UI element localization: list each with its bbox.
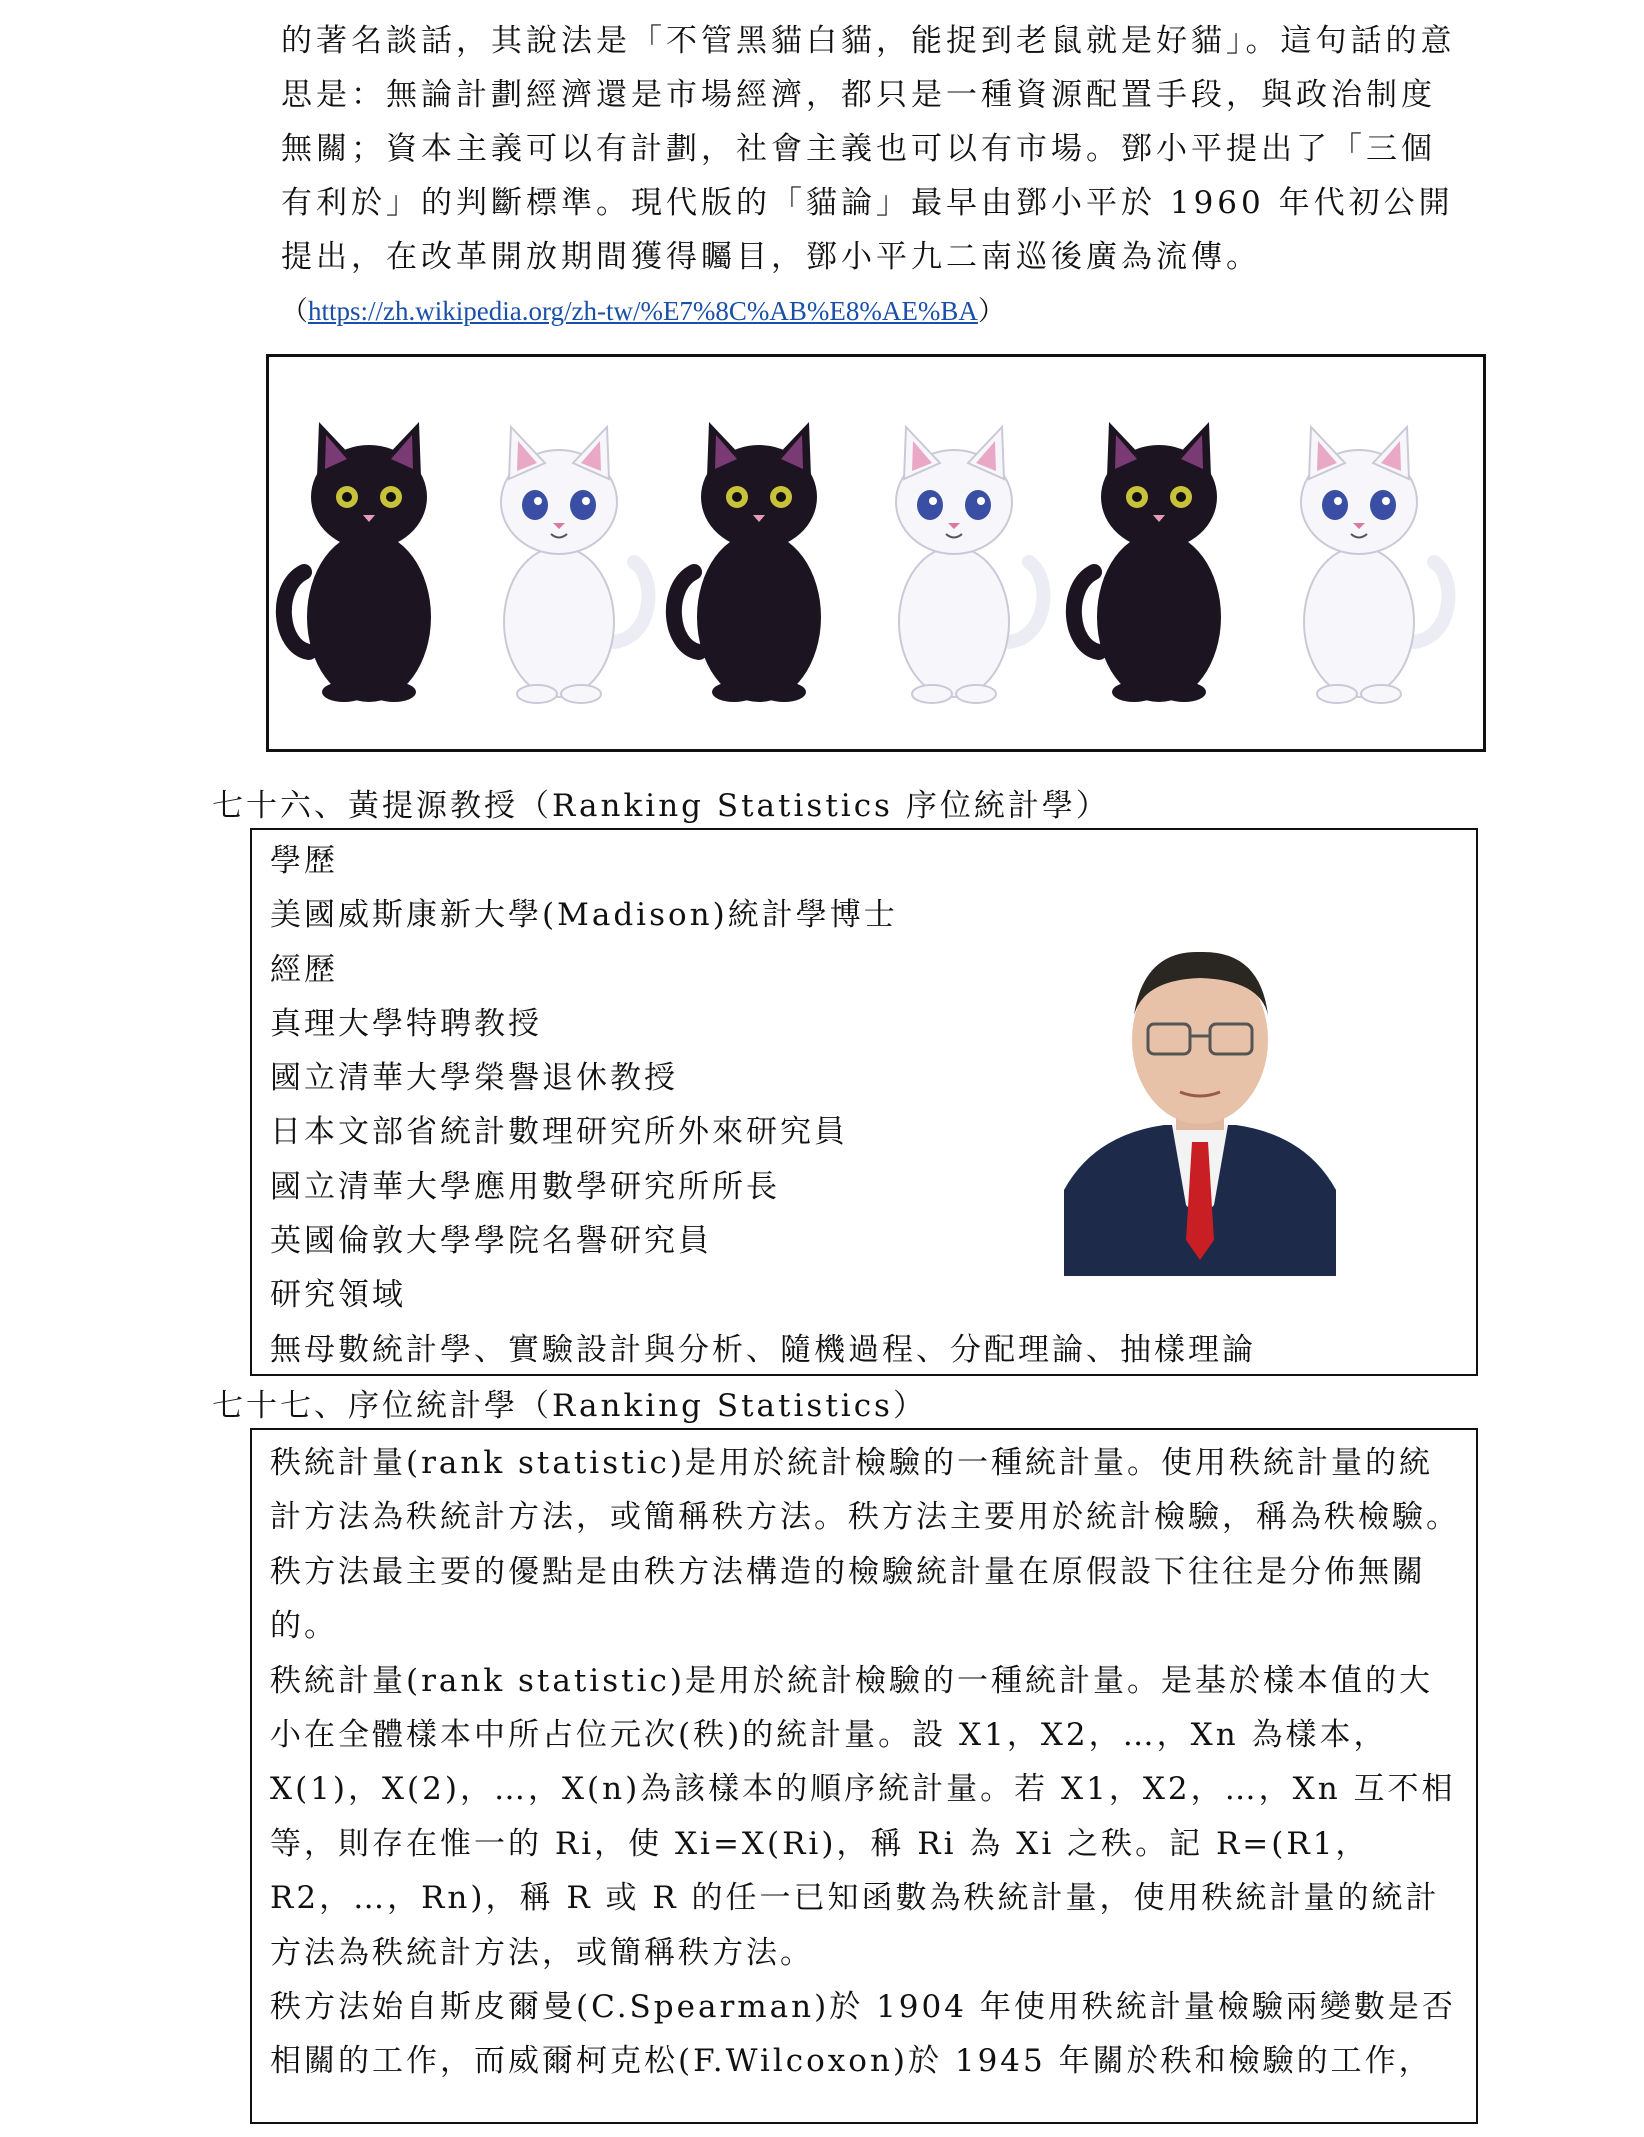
black-cat-icon [674, 422, 821, 702]
white-cat-icon [501, 427, 648, 703]
white-cat-icon [896, 427, 1043, 703]
rank-paragraph: 秩方法始自斯皮爾曼(C.Spearman)於 1904 年使用秩統計量檢驗兩變數是否相關的工作，而威爾柯克松(F.Wilcoxon)於 1945 年關於秩和檢驗的工作， [270, 1989, 1456, 2080]
section76-heading: 七十六、黃提源教授（Ranking Statistics 序位統計學） [212, 788, 1110, 824]
rank-paragraph: 秩統計量(rank statistic)是用於統計檢驗的一種統計量。使用秩統計量的統計方法為秩統計方法，或簡稱秩方法。秩方法主要用於統計檢驗，稱為秩檢驗。秩方法最主要的優點是由秩方法構造的檢驗統計量在原假設下往往是分佈無關的。 [270, 1445, 1460, 1645]
section77-heading: 七十七、序位統計學（Ranking Statistics） [212, 1388, 927, 1424]
black-cat-icon [284, 422, 431, 702]
white-cat-icon [1301, 427, 1448, 703]
intro-block [281, 14, 1461, 338]
source-close: ） [977, 296, 1005, 326]
bio-line: 美國威斯康新大學(Madison)統計學博士 [270, 897, 898, 934]
rank-text [270, 1436, 1460, 2089]
bio-line: 真理大學特聘教授 [270, 1005, 542, 1042]
bio-line: 無母數統計學、實驗設計與分析、隨機過程、分配理論、抽樣理論 [270, 1331, 1256, 1368]
rank-paragraph: 秩統計量(rank statistic)是用於統計檢驗的一種統計量。是基於樣本值的大小在全體樣本中所占位元次(秩)的統計量。設 X1，X2，…，Xn 為樣本，X(1)，X(2)，…，X(n)為該樣本的順序統計量。若 X1，X2，…，Xn 互不相等，則存在惟一的 Ri，使 Xi=X(Ri)，稱 Ri 為 Xi 之秩。記 R=(R1，R2，…，Rn)，稱 R 或 R 的任一已知函數為秩統計量，使用秩統計量的統計方法為秩統計方法，或簡稱秩方法。 [270, 1662, 1456, 1971]
bio-box [250, 828, 1478, 1376]
professor-portrait [1064, 920, 1336, 1276]
bio-line: 英國倫敦大學學院名譽研究員 [270, 1223, 712, 1260]
bio-line: 研究領域 [270, 1277, 406, 1314]
cats-artwork [269, 357, 1483, 749]
cats-illustration [266, 354, 1486, 752]
bio-line: 經歷 [270, 951, 338, 988]
rank-statistic-box [250, 1428, 1478, 2124]
intro-paragraph: 的著名談話，其說法是「不管黑貓白貓，能捉到老鼠就是好貓」。這句話的意思是：無論計劃經濟還是市場經濟，都只是一種資源配置手段，與政治制度無關；資本主義可以有計劃，社會主義也可以有市場。鄧小平提出了「三個有利於」的判斷標準。現代版的「貓論」最早由鄧小平於 1960 年代初公開提出，在改革開放期間獲得矚目，鄧小平九二南巡後廣為流傳。 [281, 23, 1456, 275]
source-link[interactable]: https://zh.wikipedia.org/zh-tw/%E7%8C%AB%E8%AE%BA [308, 296, 978, 326]
bio-line: 國立清華大學應用數學研究所所長 [270, 1168, 780, 1205]
bio-line: 日本文部省統計數理研究所外來研究員 [270, 1114, 848, 1151]
source-open: （ [281, 296, 308, 326]
bio-line: 學歷 [270, 843, 338, 879]
source-citation [281, 284, 1461, 338]
black-cat-icon [1074, 422, 1221, 702]
bio-line: 國立清華大學榮譽退休教授 [270, 1060, 678, 1097]
